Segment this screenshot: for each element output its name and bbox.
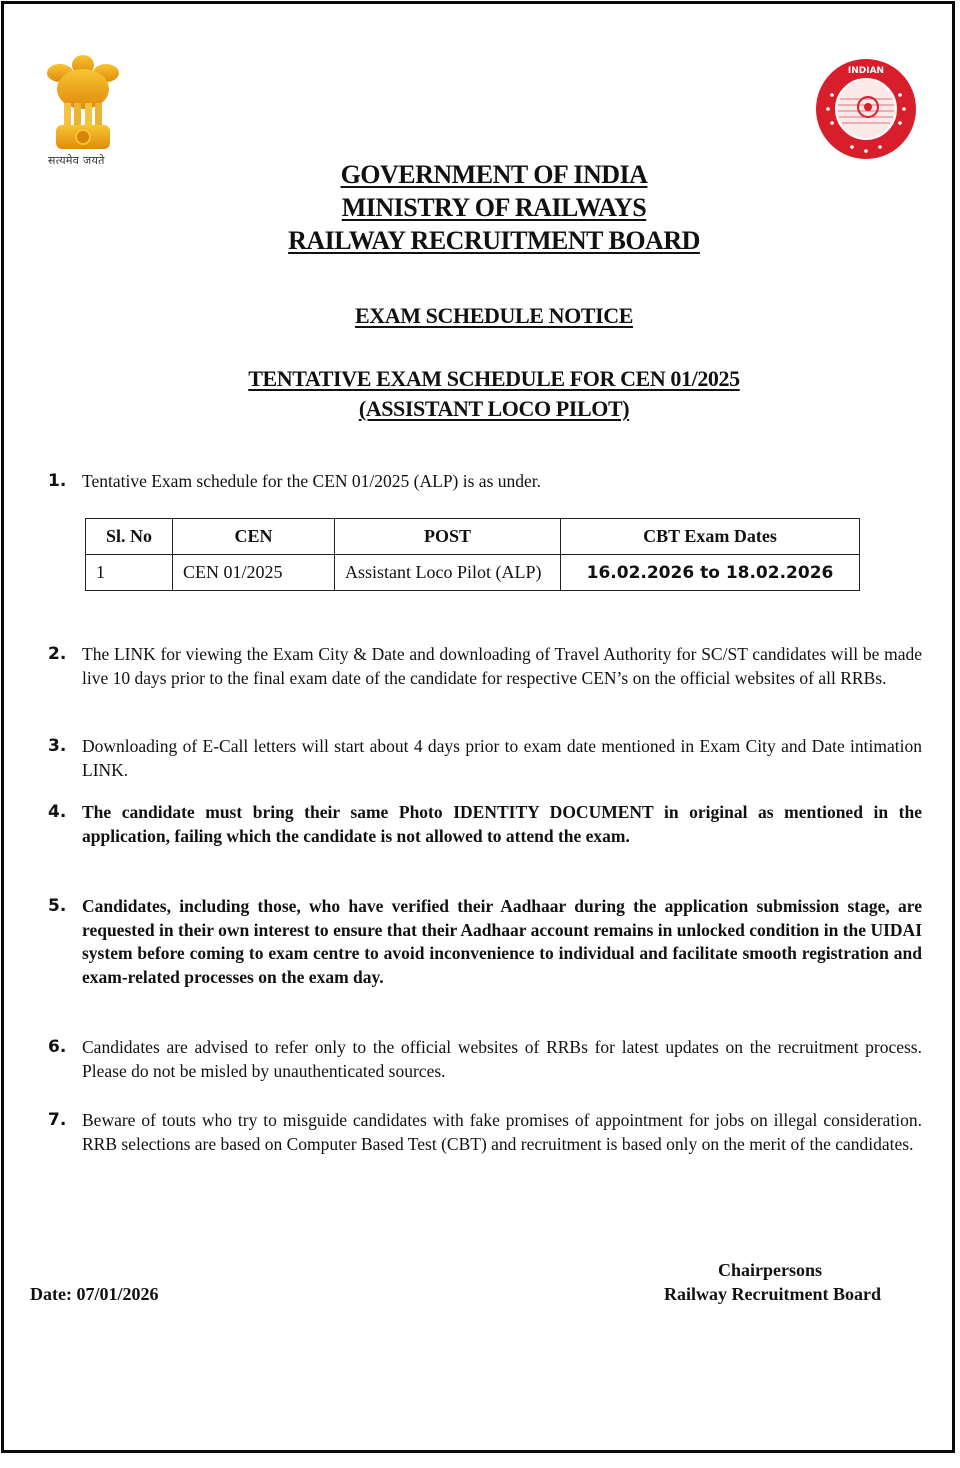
- header-ministry: MINISTRY OF RAILWAYS: [341, 193, 647, 222]
- cell-cbt-dates: 16.02.2026 to 18.02.2026: [561, 555, 860, 591]
- point-number: 6.: [48, 1037, 67, 1057]
- national-emblem-icon: [44, 42, 122, 170]
- exam-schedule-table: [85, 518, 860, 591]
- point-text: The LINK for viewing the Exam City & Date and downloading of Travel Authority for SC/ST candidates will be made live 10 days prior to the final exam date of the candidate for respective CEN’s on the official websites of all RRBs.: [82, 644, 922, 688]
- point-2: [48, 643, 922, 690]
- point-number: 2.: [48, 644, 67, 664]
- point-1: [48, 470, 922, 494]
- point-text: The candidate must bring their same Photo IDENTITY DOCUMENT in original as mentioned in the application, failing which the candidate is not allowed to attend the exam.: [82, 802, 922, 846]
- cell-sl-no: 1: [86, 555, 173, 591]
- column-header-sl-no: Sl. No: [86, 519, 173, 555]
- svg-text:INDIAN: INDIAN: [847, 66, 885, 76]
- point-text: Candidates are advised to refer only to the official websites of RRBs for latest updates on the recruitment process. Please do not be misled by unauthenticated sources.: [82, 1037, 922, 1081]
- point-number: 7.: [48, 1110, 67, 1130]
- point-number: 4.: [48, 802, 67, 822]
- point-7: [48, 1109, 922, 1156]
- point-5: [48, 895, 922, 989]
- schedule-title-line1: TENTATIVE EXAM SCHEDULE FOR CEN 01/2025: [248, 366, 740, 391]
- signatory-title: Chairpersons: [717, 1260, 822, 1280]
- point-number: 5.: [48, 896, 67, 916]
- column-header-cbt-dates: CBT Exam Dates: [561, 519, 860, 555]
- signatory-organization: Railway Recruitment Board: [664, 1284, 881, 1304]
- table-row: [86, 555, 860, 591]
- cell-cen: CEN 01/2025: [173, 555, 335, 591]
- column-header-cen: CEN: [173, 519, 335, 555]
- point-text: Beware of touts who try to misguide candidates with fake promises of appointment for jobs on illegal consideration. RRB selections are based on Computer Based Test (CBT) and recruitment is based only on the merit of the candidates.: [82, 1110, 922, 1154]
- table-header-row: [86, 519, 860, 555]
- point-text: Tentative Exam schedule for the CEN 01/2025 (ALP) is as under.: [82, 471, 542, 491]
- point-4: [48, 801, 922, 848]
- notice-date: Date: 07/01/2026: [30, 1284, 159, 1304]
- point-number: 3.: [48, 736, 67, 756]
- point-3: [48, 735, 922, 782]
- point-text: Downloading of E-Call letters will start about 4 days prior to exam date mentioned in Exam City and Date intimation LINK.: [82, 736, 922, 780]
- point-6: [48, 1036, 922, 1083]
- column-header-post: POST: [335, 519, 561, 555]
- header-government: GOVERNMENT OF INDIA: [340, 160, 648, 189]
- notice-title: EXAM SCHEDULE NOTICE: [354, 303, 634, 328]
- point-number: 1.: [48, 471, 67, 491]
- cell-post: Assistant Loco Pilot (ALP): [335, 555, 561, 591]
- point-text: Candidates, including those, who have verified their Aadhaar during the application submission stage, are requested in their own interest to ensure that their Aadhaar account remains in unlocked condition in the UIDAI system before coming to exam centre to avoid inconvenience to individual and facilitate smooth registration and exam-related processes on the exam day.: [82, 896, 922, 987]
- indian-railways-logo-icon: [812, 55, 920, 163]
- emblem-motto: सत्यमेव जयते: [48, 154, 105, 167]
- schedule-title-line2: (ASSISTANT LOCO PILOT): [358, 396, 630, 421]
- header-board: RAILWAY RECRUITMENT BOARD: [288, 226, 700, 255]
